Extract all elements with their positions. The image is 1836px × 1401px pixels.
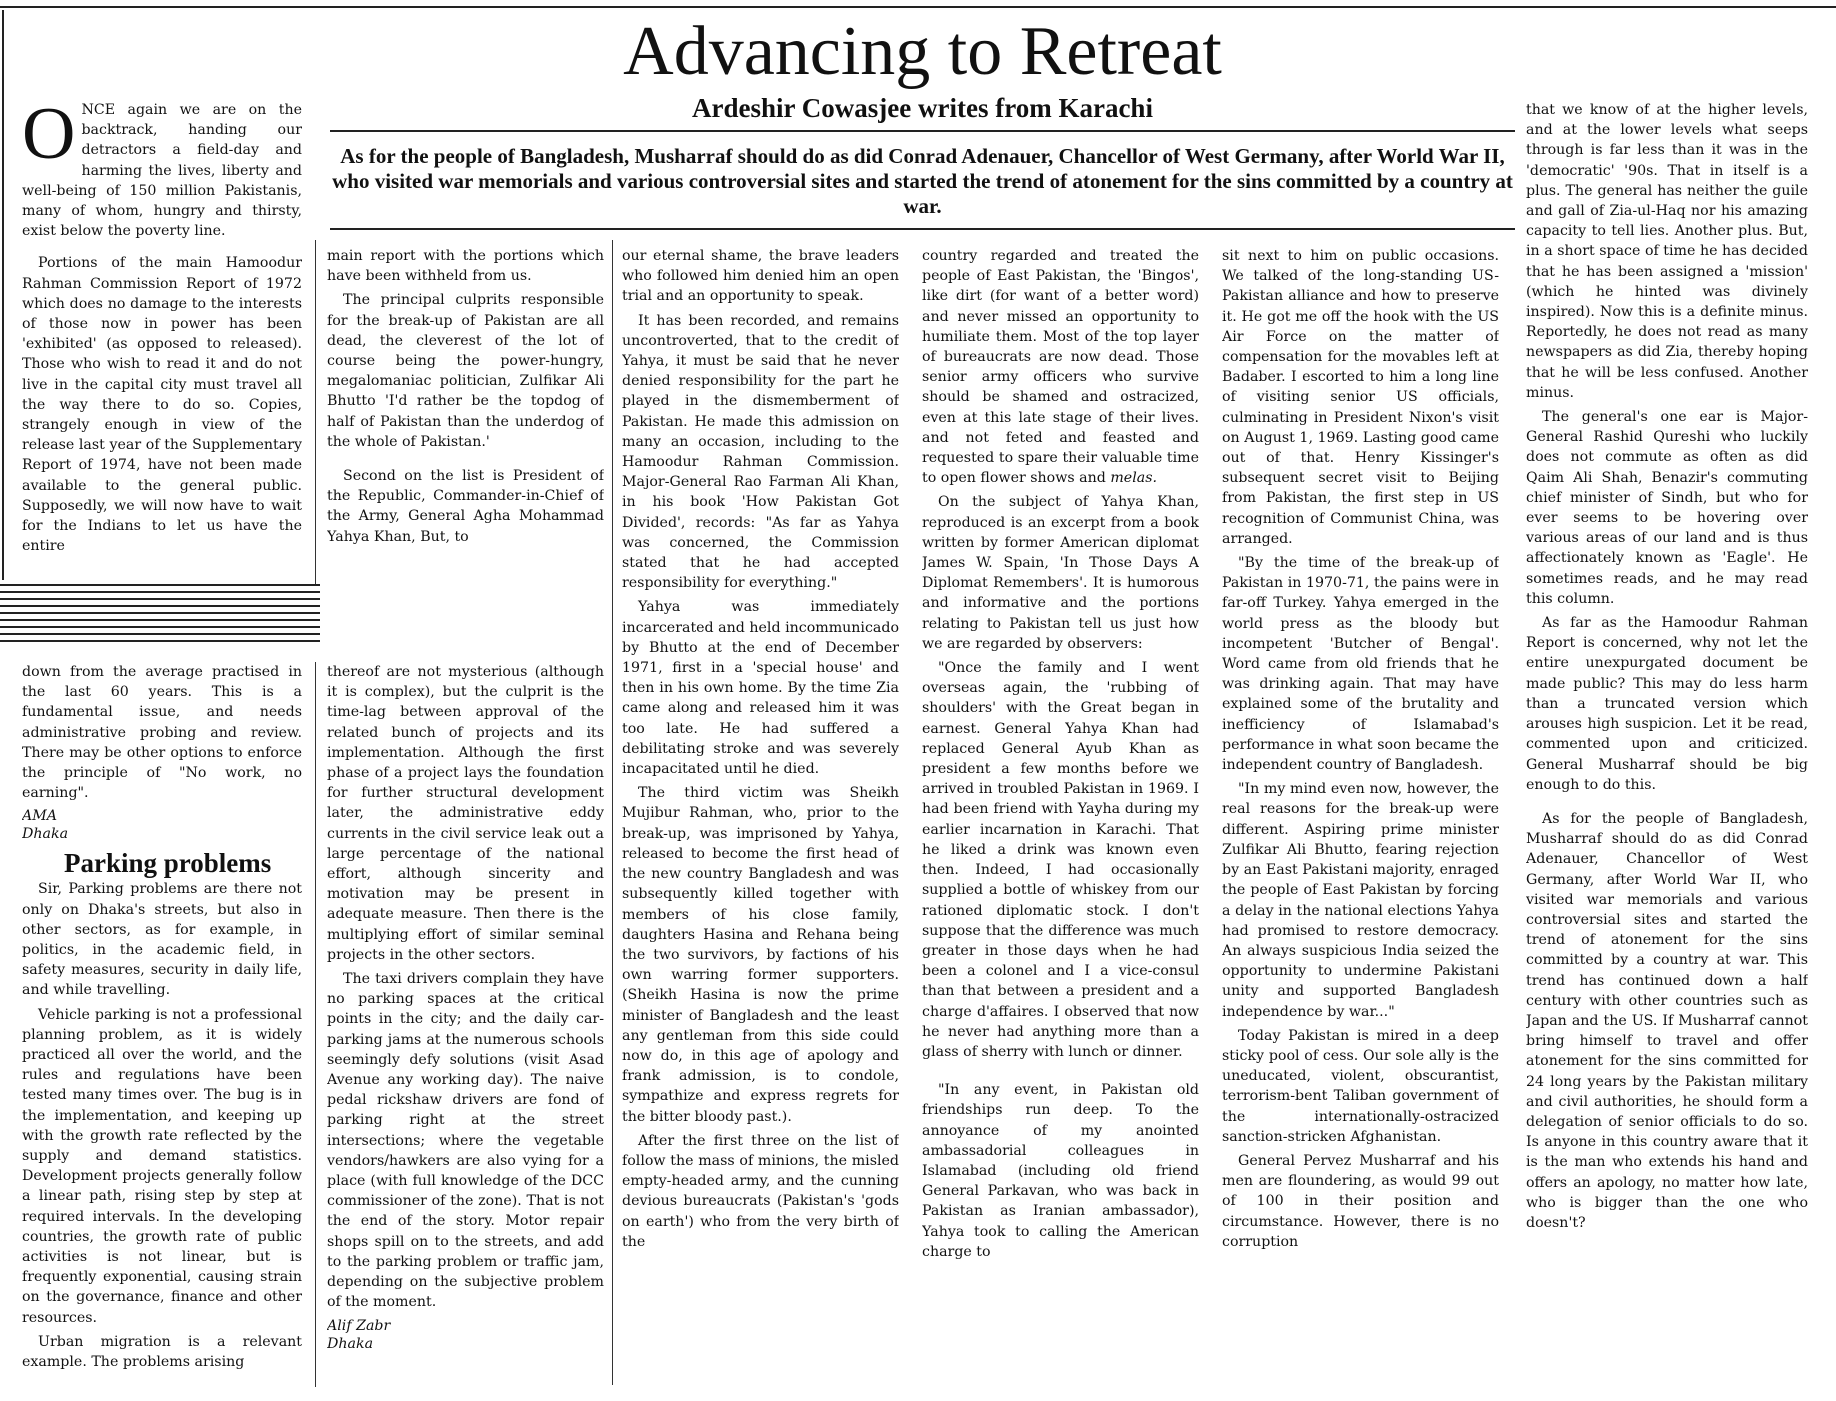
article-paragraph: The general's one ear is Major-General Rashid Qureshi who luckily does not commute as often as did Qaim Ali Shah, Benazir's commuting chief minister of Sindh, but who for ever seems to be hovering over various areas of our land and is thus affectionately known as 'Eagle'. He sometimes reads, and he may read this column. — [1526, 409, 1808, 607]
top-rule — [0, 6, 1836, 8]
column-divider — [315, 240, 316, 585]
letters-column-2 — [327, 662, 604, 1392]
column-divider — [612, 240, 613, 1385]
letter-signature-name: Alif Zabr — [327, 1317, 391, 1334]
article-paragraph: After the first three on the list of follow the mass of minions, the misled empty-headed army, and the cunning devious bureaucrats (Pakistan's 'gods on earth') who from the very birth of the — [622, 1132, 899, 1250]
article-column-2 — [327, 246, 604, 586]
article-column-3 — [622, 246, 899, 1391]
article-paragraph: "In my mind even now, however, the real reasons for the break-up were different. Aspiring prime minister Zulfikar Ali Bhutto, fearing rejection by an East Pakistani majority, enraged the people of East Pakistan by forcing a delay in the national elections Yahya had promised to restore democracy. An always suspicious India seized the opportunity to undermine Pakistani unity and supported Bangladesh independence by war..." — [1222, 781, 1499, 1020]
letters-column-1 — [22, 662, 302, 1392]
article-paragraph: our eternal shame, the brave leaders who followed him denied him an open trial and an opportunity to speak. — [622, 248, 899, 305]
letter-paragraph: Urban migration is a relevant example. The problems arising — [22, 1333, 302, 1371]
article-paragraph: "Once the family and I went overseas again, the 'rubbing of shoulders' with the Great began in earnest. General Yahya Khan had replaced General Ayub Khan as president a few months before we arrived in troubled Pakistan in 1969. I had been friend with Yayha during my earlier incarnation in Karachi. That he liked a drink was known even then. Indeed, I had occasionally supplied a bottle of whiskey from our rationed diplomatic stock. I don't suppose that the difference was much greater in those days when he had been a colonel and I a vice-consul than that between a president and a charge d'affaires. I observed that now he never had anything more than a glass of sherry with lunch or dinner. — [922, 660, 1199, 1060]
article-paragraph: The third victim was Sheikh Mujibur Rahman, who, prior to the break-up, was imprisoned by Yahya, released to become the first head of the new country Bangladesh and was subsequently killed together with members of his close family, daughters Hasina and Rehana being the two survivors, by factions of his own warring former supporters. (Sheikh Hasina is now the prime minister of Bangladesh and the least any gentleman from this side could now do, in this age of apology and frank admission, is to condole, sympathize and express regrets for the bitter bloody past.). — [622, 785, 899, 1125]
headline: Advancing to Retreat — [623, 13, 1222, 90]
article-paragraph: The principal culprits responsible for the break-up of Pakistan are all dead, the cleverest of the lot of course being the power-hungry, megalomaniac politician, Zulfikar Ali Bhutto 'I'd rather be the topdog of half of Pakistan than the underdog of the whole of Pakistan.' — [327, 292, 604, 450]
section-separator-stripes — [0, 584, 320, 646]
deck-bottom-rule — [330, 228, 1515, 230]
article-column-5 — [1222, 246, 1499, 1391]
letter-paragraph: The taxi drivers complain they have no parking spaces at the critical points in the city; and the daily car-parking jams at the numerous schools seemingly defy solutions (visit Asad Avenue any working day). The naive pedal rickshaw drivers are fond of parking right at the street intersections; where the vegetable vendors/hawkers are also vying for a place (with full knowledge of the DCC commissioner of the zone). That is not the end of the story. Motor repair shops spill on to the streets, and add to the parking problem or traffic jam, depending on the subjective problem of the moment. — [327, 971, 604, 1311]
letter-paragraph: down from the average practised in the last 60 years. This is a fundamental issue, and needs administrative probing and review. There may be other options to enforce the principle of "No work, no earning". — [22, 664, 302, 802]
article-column-4 — [922, 246, 1199, 1391]
letter-paragraph: Vehicle parking is not a professional planning problem, as it is widely practiced all over the world, and the rules and regulations have been tested many times over. The bug is in the implementation, and keeping up with the growth rate reflected by the supply and demand statistics. Development projects generally follow a linear path, rising step by step at required intervals. In the developing countries, the growth rate of public activities is not linear, but is frequently exponential, causing strain on the governance, finance and other resources. — [22, 1006, 302, 1326]
article-intro-paragraph: ONCE again we are on the backtrack, handing our detractors a field-day and harming the lives, liberty and well-being of 150 million Pakistanis, many of whom, hungry and thirsty, exist below the poverty line. — [22, 100, 302, 240]
drop-cap: O — [22, 100, 76, 175]
article-paragraph: country regarded and treated the people of East Pakistan, the 'Bingos', like dirt (for want of a better word) and never missed an opportunity to humiliate them. Most of the top layer of bureaucrats are now dead. Those senior army officers who survive should be shamed and ostracized, even at this late stage of their lives. and not feted and feasted and requested to spare their valuable time to open flower shows and melas. — [922, 248, 1199, 487]
deck: As for the people of Bangladesh, Musharraf should do as did Conrad Adenauer, Chancellor of West Germany, after World War II, who visited war memorials and various controversial sites and started the trend of atonement for the sins committed by a country at war. — [332, 144, 1513, 218]
column-divider — [315, 662, 316, 1387]
article-paragraph: As far as the Hamoodur Rahman Report is concerned, why not let the entire unexpurgated document be made public? This may do less harm than a truncated version which arouses high suspicion. Let it be read, commented upon and criticized. General Musharraf should be big enough to do this. — [1526, 615, 1808, 793]
article-paragraph: As for the people of Bangladesh, Musharraf should do as did Conrad Adenauer, Chancellor of West Germany, after World War II, who visited war memorials and various controversial sites and started the trend of atonement for the sins committed by a country at war. This trend has continued down a half century with other countries such as Japan and the US. If Musharraf cannot bring himself to travel and offer atonement for the sins committed for 24 long years by the Pakistan military and civil authorities, he should form a delegation of senior officials to do so. Is anyone in this country aware that it is the man who extends his hand and offers an apology, no matter how late, who is bigger than the one who doesn't? — [1526, 810, 1808, 1231]
article-paragraph: "In any event, in Pakistan old friendships run deep. To the annoyance of my anointed ambassadorial colleagues in Islamabad (including old friend General Parkavan, who was back in Pakistan as Iranian ambassador), Yahya took to calling the American charge to — [922, 1082, 1199, 1260]
article-paragraph: It has been recorded, and remains uncontroverted, that to the credit of Yahya, it must be said that he never denied responsibility for the part he played in the dismemberment of Pakistan. He made this admission on many an occasion, including to the Hamoodur Rahman Commission. Major-General Rao Farman Ali Khan, in his book 'How Pakistan Got Divided', records: "As far as Yahya was concerned, the Commission stated that he had accepted responsibility for everything." — [622, 312, 899, 592]
letter-signature-name: AMA — [22, 808, 58, 825]
article-paragraph: sit next to him on public occasions. We talked of the long-standing US-Pakistan alliance and how to preserve it. He got me off the hook with the US Air Force on the matter of compensation for the movables left at Badaber. I escorted to him a long line of visiting senior US officials, culminating in President Nixon's visit on August 1, 1969. Lasting good came out of that. Henry Kissinger's subsequent secret visit to Beijing from Pakistan, the first step in US recognition of Communist China, was arranged. — [1222, 248, 1499, 547]
letter-paragraph: Sir, Parking problems are there not only on Dhaka's streets, but also in other sectors, as for example, in politics, in the academic field, in safety measures, security in daily life, and while travelling. — [22, 881, 302, 999]
article-paragraph: On the subject of Yahya Khan, reproduced is an excerpt from a book written by former American diplomat James W. Spain, 'In Those Days A Diplomat Remembers'. It is humorous and informative and the portions relating to Pakistan tell us just how we are regarded by observers: — [922, 494, 1199, 652]
byline: Ardeshir Cowasjee writes from Karachi — [692, 93, 1153, 123]
article-paragraph: Second on the list is President of the Republic, Commander-in-Chief of the Army, General Agha Mohammad Yahya Khan, But, to — [327, 468, 604, 545]
letter-signature-place: Dhaka — [22, 826, 69, 843]
article-paragraph: Yahya was immediately incarcerated and held incommunicado by Bhutto at the end of December 1971, first in a 'special house' and then in his own home. By the time Zia came along and released him it was too late. He had suffered a debilitating stroke and was severely incapacitated until he died. — [622, 599, 899, 778]
deck-top-rule — [330, 130, 1515, 132]
letter-paragraph: thereof are not mysterious (although it is complex), but the culprit is the time-lag between approval of the related bunch of projects and its implementation. Although the first phase of a project lays the foundation for further structural development later, the administrative eddy currents in the civil service leak out a large percentage of the national effort, although sincerity and motivation may be present in adequate measure. Then there is the multiplying effort of similar seminal projects in the other sectors. — [327, 664, 604, 963]
article-column-6 — [1526, 100, 1808, 1390]
letter-signature-place: Dhaka — [327, 1335, 374, 1352]
article-paragraph: Portions of the main Hamoodur Rahman Commission Report of 1972 which does no damage to the interests of those now in power has been 'exhibited' (as opposed to released). Those who wish to read it and do not live in the capital city must travel all the way there to do so. Copies, strangely enough in view of the release last year of the Supplementary Report of 1974, have not been made available to the general public. Supposedly, we will now have to wait for the Indians to let us have the entire — [22, 255, 302, 555]
article-paragraph: General Pervez Musharraf and his men are floundering, as would 99 out of 100 in their position and circumstance. However, there is no corruption — [1222, 1152, 1499, 1250]
article-paragraph: Today Pakistan is mired in a deep sticky pool of cess. Our sole ally is the uneducated, violent, obscurantist, terrorism-bent Taliban government of the internationally-ostracized sanction-stricken Afghanistan. — [1222, 1027, 1499, 1145]
left-border-rule — [2, 10, 4, 580]
article-column-1 — [22, 100, 302, 580]
article-paragraph: "By the time of the break-up of Pakistan in 1970-71, the pains were in far-off Turkey. Yahya emerged in the world press as the bloody but incompetent 'Butcher of Bengal'. Word came from old friends that he was drinking again. That may have explained some of the brutality and inefficiency of Islamabad's performance in what soon became the independent country of Bangladesh. — [1222, 555, 1499, 774]
letter-title: Parking problems — [64, 848, 272, 879]
article-paragraph: main report with the portions which have been withheld from us. — [327, 248, 604, 285]
article-paragraph: that we know of at the higher levels, and at the lower levels what seeps through is far less than it was in the 'democratic' '90s. That in itself is a plus. The general has neither the guile and gall of Zia-ul-Haq nor his amazing capacity to tell lies. Another plus. But, in a short space of time he has decided that he has been assigned a 'mission' (which he hinted was divinely inspired). Now this is a definite minus. Reportedly, he does not read as many newspapers as did Zia, thereby hoping that he will be less confused. Another minus. — [1526, 102, 1808, 401]
